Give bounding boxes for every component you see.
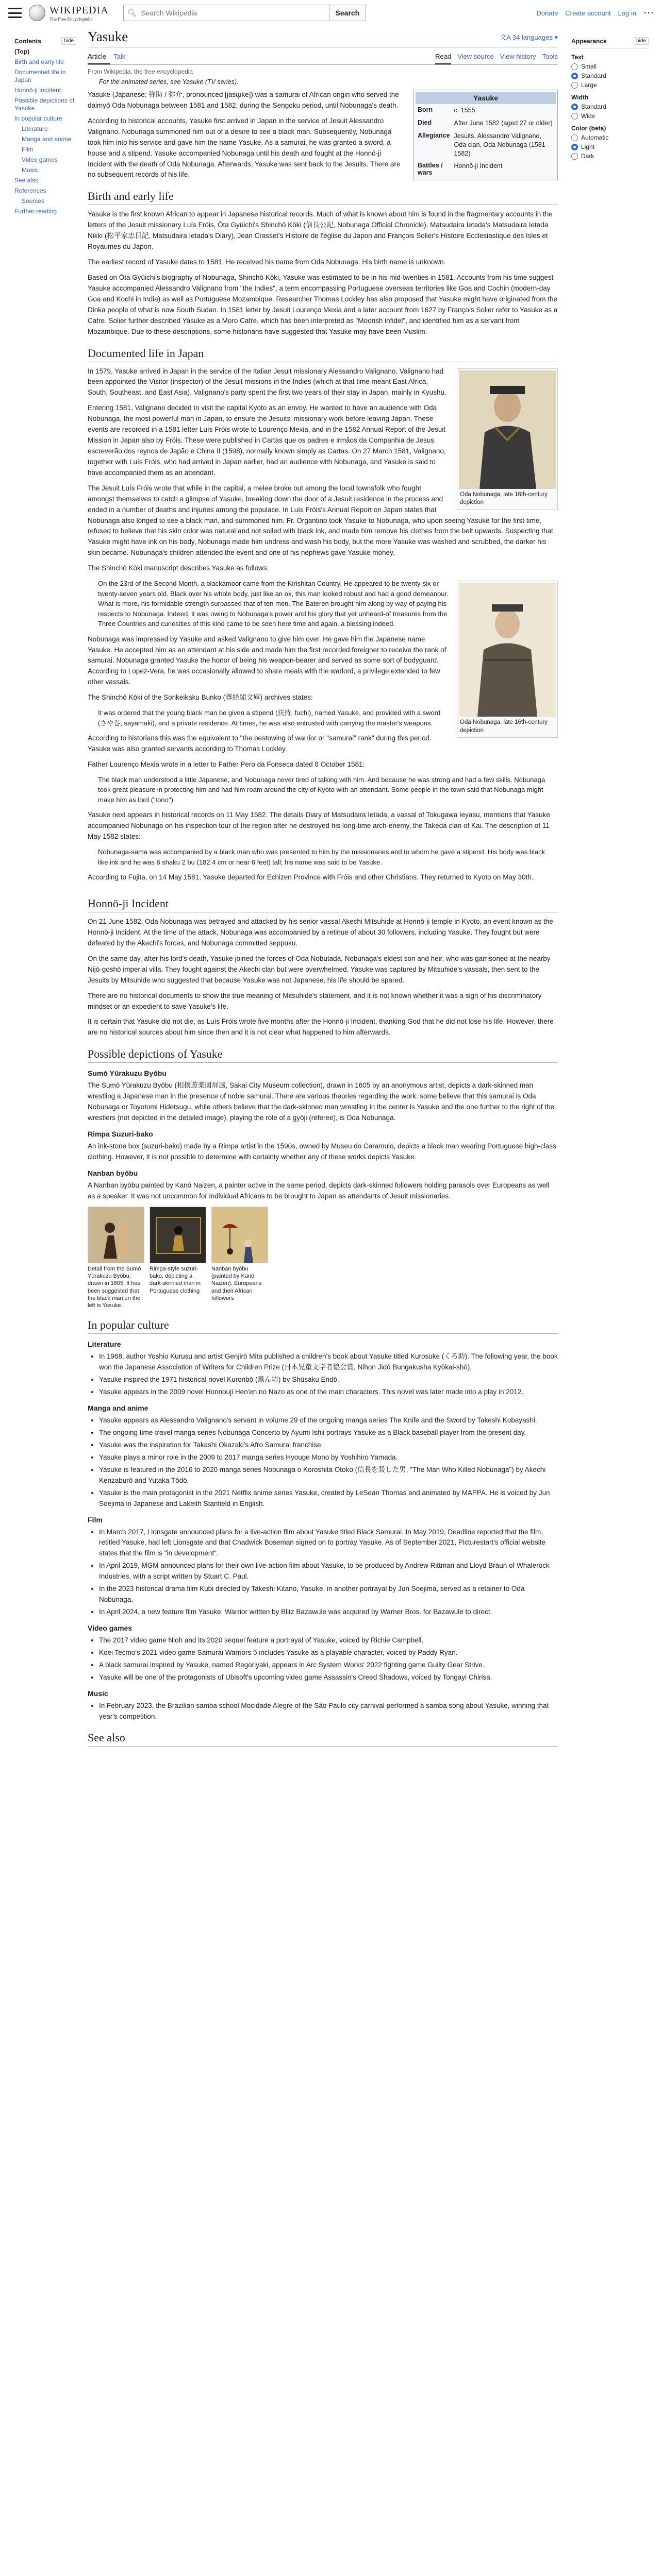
radio-icon[interactable]	[571, 73, 578, 79]
toc-item[interactable]: Honnō-ji Incident	[14, 87, 61, 94]
toc-item[interactable]: Manga and anime	[22, 135, 72, 143]
appearance-hide-button[interactable]: hide	[634, 37, 649, 45]
radio-icon[interactable]	[571, 153, 578, 160]
width-label: Width	[571, 94, 589, 101]
article-content	[88, 29, 558, 1751]
list-item: • Yasuke appears as Alessandro Valignano's servant in volume 29 of the ongoing manga series The Knife and the Sword by Takeshi Kobayashi.	[99, 1415, 558, 1426]
search-input[interactable]	[123, 5, 329, 21]
paragraph: On the same day, after his lord's death, Yasuke joined the forces of Oda Nobutada, Nobunaga's eldest son and heir, who was garrisoned at the nearby Nijō-goshō imperial villa. They fought against the Akechi clan but were overwhelmed. Yasuke was captured by Mitsuhide's vassals, then sent to the Jesuits by Mitsuhide who suggested that because Yasuke was not Japanese, his life should be spared.	[88, 954, 551, 984]
quote-mexia: The black man understood a little Japanese, and Nobunaga never tired of talking with him. And because he was strong and had a few skills, Nobunaga took great pleasure in protecting him and had him roam around the city of Kyoto with an attendant. Some people in the town said that Nobunaga might make him as lord ("tono").	[98, 775, 545, 804]
create-account-link[interactable]: Create account	[565, 9, 611, 17]
paragraph: An ink-stone box (suzuri-bako) made by a Rimpa artist in the 1590s, owned by Museu do Caramulo, depicts a black man wearing Portuguese high-class clothing. However, it is not possible to determine with certainty whether any of these works depicts Yasuke.	[88, 1142, 556, 1161]
toc-title: Contents	[14, 37, 41, 45]
infobox-label: Allegiance	[418, 131, 450, 139]
user-links	[536, 8, 654, 18]
gallery-item	[211, 1207, 268, 1310]
radio-icon[interactable]	[571, 144, 578, 150]
paragraph: A Nanban byōbu painted by Kanō Naizen, a painter active in the same period, depicts dark-skinned followers holding parasols over Europeans as well as a speaker. It was not uncommon for individual Africans to be brought to Japan as attendants of Jesuit missionaries.	[88, 1181, 550, 1200]
subheading-rimpa: Rimpa Suzuri-bako	[88, 1130, 153, 1138]
search-icon: 🔍︎	[127, 8, 137, 17]
toc-hide-button[interactable]: hide	[61, 37, 76, 45]
color-option-label: Dark	[581, 152, 594, 160]
figure-caption: Oda Nobunaga, late 16th-century depiction	[460, 491, 548, 506]
depictions-gallery	[88, 1207, 558, 1310]
toc-item[interactable]: Video games	[22, 156, 58, 163]
list-item: • In April 2019, MGM announced plans for their own live-action film about Yasuke, to be produced by Andrew Rittman and Lloyd Braun of Whalerock Industries, with a script written by Stuart C. Paul.	[99, 1561, 558, 1582]
figure-caption-2: Oda Nobunaga, late 16th-century depiction	[460, 719, 548, 734]
more-icon[interactable]: ⋯	[643, 7, 654, 19]
portrait-drawing	[459, 370, 556, 489]
infobox-value: Honnō-ji Incident	[454, 162, 503, 170]
width-option-label: Wide	[581, 112, 595, 120]
color-label: Color (beta)	[571, 125, 606, 132]
subheading-sumo: Sumō Yūrakuzu Byōbu	[88, 1069, 167, 1078]
toc-item[interactable]: Literature	[22, 125, 48, 132]
subheading-film: Film	[88, 1515, 103, 1524]
music-list	[88, 1701, 558, 1722]
search-button[interactable]: Search	[329, 5, 367, 21]
infobox-row	[416, 104, 556, 117]
infobox	[413, 90, 558, 180]
suzuri-drawing	[150, 1207, 206, 1263]
quote-ietada: Nobunaga-sama was accompanied by a black man who was presented to him by the missionaries and to whom he gave a stipend. His body was black like ink and he was 6 shaku 2 bu (182.4 cm or near 6 feet) tall; his name was said to be Yasuke.	[98, 848, 545, 866]
subheading-music: Music	[88, 1689, 108, 1698]
color-option[interactable]	[571, 143, 649, 150]
toc-item[interactable]: Sources	[22, 197, 45, 205]
radio-icon[interactable]	[571, 113, 578, 120]
toc-item[interactable]: Music	[22, 166, 38, 174]
color-option-label: Light	[581, 143, 595, 150]
gallery-caption: Rimpa-style suzuri-bako, depicting a dark-skinned man in Portuguese clothing	[150, 1265, 201, 1294]
paragraph: Yasuke is the first known African to appear in Japanese historical records. Much of what is known about him is found in the fragmentary accounts in the letters of the Jesuit missionary Luís Fróis, Ōta Gyūichi's Shinchō Kōki (信長公記, Nobunaga Official Chronicle), Matsudaira Ietada's Matsudaira Ietada Nikki (松平家忠日記, Matsudaira Ietada's Diary), Jean Crasset's Histoire de l'église du Japon and François Solier's Histoire Ecclesiastique des Isles et Royaumes du Japon.	[88, 210, 553, 251]
wikipedia-logo[interactable]	[29, 5, 109, 22]
list-item: • Yasuke plays a minor role in the 2009 to 2017 manga series Hyouge Mono by Yoshihiro Yamada.	[99, 1452, 558, 1463]
list-item: • Yasuke appears in the 2009 novel Honnouji Hen'en no Nazo as one of the main characters. This novel was later made into a play in 2012.	[99, 1387, 558, 1398]
list-item: • Koei Tecmo's 2021 video game Samurai Warriors 5 includes Yasuke as a playable character, voiced by Paddy Ryan.	[99, 1648, 558, 1658]
list-item: • In 1968, author Yoshio Kurusu and artist Genjirō Mita published a children's book about Yasuke titled Kurosuke (くろ助). The following year, the book won the Japanese Association of Writers for Children Prize (日本児童文学者協会賞, Nihon Jidō Bungakusha Kyōkai-shō).	[99, 1351, 558, 1373]
list-item: • A black samurai inspired by Yasuke, named Regoriyaki, appears in Arc System Works' 2022 fighting game Guilty Gear Strive.	[99, 1660, 558, 1671]
from-wikipedia: From Wikipedia, the free encyclopedia	[88, 68, 193, 75]
quote-sonkeikaku: It was ordered that the young black man be given a stipend (扶持, fuchi), named Yasuke, and provided with a sword (さや巻, sayamaki), and a private residence. At times, he was also entrusted with carrying the master's weapons.	[98, 709, 441, 727]
infobox-title: Yasuke	[416, 92, 556, 104]
manga-list	[88, 1415, 558, 1509]
section-heading-popular: In popular culture	[88, 1318, 558, 1334]
intro-paragraph: According to historical accounts, Yasuke first arrived in Japan in the service of Jesuit Alessandro Valignano. Nobunaga summoned him out of a desire to see a black man. Subsequently, Nobunaga took him into his service and gave him the name Yasuke. As a samurai, he was granted a sword, a house and a stipend. Yasuke accompanied Nobunaga until his death and fought at the Honnō-ji Incident with the death of Oda Nobunaga. Afterwards, Yasuke was sent back to the Jesuits. There are no subsequent records of his life.	[88, 116, 401, 179]
paragraph: Nobunaga was impressed by Yasuke and asked Valignano to give him over. He gave him the Japanese name Yasuke. He accepted him as an attendant at his side and made him the first recorded foreigner to receive the rank of samurai. Nobunaga granted Yasuke the honor of being his weapon-bearer and served as some sort of bodyguard. According to Lopez-Vera, he was occasionally allowed to share meals with the warlord, a privilege extended to few other vassals.	[88, 635, 446, 686]
list-item: • Yasuke will be one of the protagonists of Ubisoft's upcoming video game Assassin's Creed Shadows, voiced by Tongayi Chirisa.	[99, 1672, 558, 1683]
list-item: • The 2017 video game Nioh and its 2020 sequel feature a portrayal of Yasuke, voiced by Richie Campbell.	[99, 1635, 558, 1646]
list-item: • In the 2023 historical drama film Kubi directed by Takeshi Kitano, Yasuke, in another portrayal by Jun Soejima, served as a retainer to Oda Nobunaga.	[99, 1584, 558, 1605]
main-menu-icon[interactable]	[8, 8, 22, 18]
nobunaga-portrait-image[interactable]	[459, 370, 556, 489]
paragraph: Based on Ōta Gyūichi's biography of Nobunaga, Shinchō Kōki, Yasuke was estimated to be in his mid-twenties in 1581. Accounts from his time suggest Yasuke accompanied Alessandro Valignano from "the Indies", a term encompassing Portuguese overseas territories like Goa and Cochin (modern-day Goa and Kochi in India) as well as Portuguese Mozambique. Researcher Thomas Lockley has also proposed that Yasuke might have originated from the Dinka people of what is now South Sudan. In 1581 letter by Jesuit Lourenço Mexia and a later account from 1627 by François Solier refer to Yasuke as a Cafre. Solier further described Yasuke as a Moro Cafre, which has been interpreted as "Moorish infidel", and identified him as a servant from Mozambique. Due to these descriptions, some historians have suggested that Yasuke may have been Muslim.	[88, 273, 558, 335]
film-list	[88, 1527, 558, 1618]
search-placeholder: Search Wikipedia	[141, 9, 197, 17]
infobox-row	[416, 160, 556, 178]
intro-paragraph: Yasuke (Japanese: 弥助 / 弥介, pronounced [jasɯ̥ke]) was a samurai of African origin who served the daimyō Oda Nobunaga between 1581 and 1582, during the Sengoku period, until Nobunaga's death.	[88, 91, 399, 109]
text-size-option[interactable]	[571, 72, 649, 79]
infobox-label: Died	[418, 118, 432, 126]
toc-item[interactable]: In popular culture	[14, 115, 62, 122]
sumo-byobu-image[interactable]	[88, 1207, 144, 1263]
tab-read[interactable]: Read	[435, 49, 451, 64]
infobox-row	[416, 117, 556, 130]
text-size-option-label: Standard	[581, 72, 606, 79]
paragraph: Entering 1581, Valignano decided to visit the capital Kyoto as an envoy. He wanted to have an audience with Oda Nobunaga, the most powerful man in Japan, to ensure the Jesuits' missionary work before leaving Japan. These events are recorded in a 1581 letter Luís Fróis wrote to Lourenço Mexia, and in the 1582 Annual Report of the Jesuit Mission in Japan also by Fróis. These were published in Cartas que os padres e irmãos da Companhia de Jesus escreverão dos reynos de Japão e China II (1598), normally known simply as Cartas. On 27 March 1581, Valignano, together with Luís Fróis, who had arrived in Japan earlier, had an audience with Nobunaga, and Yasuke is said to have accompanied them as an attendant.	[88, 404, 446, 477]
tab-talk[interactable]: Talk	[113, 53, 126, 60]
section-heading-honnoji: Honnō-ji Incident	[88, 897, 558, 912]
language-selector[interactable]: 文A 34 languages ▾	[500, 33, 558, 41]
nobunaga-portrait-image-2[interactable]	[459, 583, 556, 717]
toc-item[interactable]: Further reading	[14, 208, 57, 215]
paragraph: In 1579, Yasuke arrived in Japan in the service of the Italian Jesuit missionary Alessandro Valignano. Valignano had been appointed the Visitor (inspector) of the Jesuit missions in the Indies (which at that time meant East Africa, South, Southeast, and East Asia). Valignano's party spent the first two years of their stay in Japan, mainly in Kyushu.	[88, 367, 446, 397]
site-header	[0, 0, 662, 26]
list-item: • The ongoing time-travel manga series Nobunaga Concerto by Ayumi Ishii portrays Yasuke as a Black baseball player from the present day.	[99, 1428, 558, 1438]
appearance-panel	[571, 37, 649, 162]
paragraph: According to historians this was the equivalent to "the bestowing of warrior or "samurai" rank" during this period. Yasuke was also granted servants according to Thomas Lockley.	[88, 734, 432, 753]
section-heading-depictions: Possible depictions of Yasuke	[88, 1047, 558, 1063]
text-size-option-label: Small	[581, 63, 597, 70]
paragraph: On 21 June 1582, Oda Nobunaga was betrayed and attacked by his senior vassal Akechi Mitsuhide at Honnō-ji temple in Kyoto, an event known as the Honnō-ji Incident. At the time of the attack, Nobunaga was accompanied by a retinue of about 30 followers, including Yasuke. They fought but were defeated by the Akechi's forces, and Nobunaga committed seppuku.	[88, 918, 553, 947]
color-option-label: Automatic	[581, 134, 609, 141]
login-link[interactable]: Log in	[618, 9, 636, 17]
sumo-drawing	[88, 1207, 144, 1263]
gallery-caption: Detail from the Sumō Yūrakuzu Byōbu, drawn in 1605. It has been suggested that the black man on the left is Yasuke.	[88, 1265, 141, 1309]
radio-icon[interactable]	[571, 134, 578, 141]
gallery-caption: Nanban byōbu (painted by Kanō Naizen). Europeans and their African followers	[211, 1265, 262, 1301]
color-option[interactable]	[571, 134, 649, 141]
toc-item[interactable]: Possible depictions of Yasuke	[14, 97, 75, 112]
paragraph: The Shinchō Kōki of the Sonkeikaku Bunko (尊経閣文庫) archives states:	[88, 693, 313, 702]
list-item: • Yasuke is featured in the 2016 to 2020 manga series Nobunaga o Koroshita Otoko (信長を殺した男, "The Man Who Killed Nobunaga") by Akechi Kenzaburō and Yutaka Tōdō.	[99, 1465, 558, 1486]
infobox-value: After June 1582 (aged 27 or older)	[454, 119, 553, 127]
radio-icon[interactable]	[571, 104, 578, 110]
donate-link[interactable]: Donate	[536, 9, 558, 17]
tab-tools[interactable]: Tools	[542, 53, 558, 60]
paragraph: Yasuke next appears in historical records on 11 May 1582. The details Diary of Matsudaira Ietada, a vassal of Tokugawa Ieyasu, mentions that Yasuke accompanied Nobunaga on his inspection tour of the region after he destroyed his long-time arch-enemy, the Takeda clan of Kai. The description of 11 May 1582 states:	[88, 811, 550, 841]
list-item: • Yasuke was the inspiration for Takashi Okazaki's Afro Samurai franchise.	[99, 1440, 558, 1451]
toc-item[interactable]: Birth and early life	[14, 58, 64, 65]
tab-view-history[interactable]: View history	[500, 53, 536, 60]
subheading-literature: Literature	[88, 1340, 121, 1349]
gallery-item	[150, 1207, 206, 1310]
paragraph: Father Lourenço Mexia wrote in a letter to Father Pero da Fonseca dated 8 October 1581:	[88, 760, 365, 768]
paragraph: The earliest record of Yasuke dates to 1581. He received his name from Oda Nobunaga. His birth name is unknown.	[88, 258, 446, 266]
subheading-manga: Manga and anime	[88, 1404, 148, 1413]
hatnote: For the animated series, see Yasuke (TV series).	[99, 78, 239, 86]
gallery-item	[88, 1207, 144, 1310]
table-of-contents	[14, 37, 76, 218]
section-heading-see-also: See also	[88, 1731, 558, 1747]
globe-icon	[29, 5, 45, 21]
width-option[interactable]	[571, 103, 649, 110]
tab-article[interactable]: Article	[88, 49, 110, 64]
toc-item[interactable]: See also	[14, 177, 39, 184]
tab-view-source[interactable]: View source	[457, 53, 494, 60]
color-option[interactable]	[571, 152, 649, 160]
width-option-label: Standard	[581, 103, 606, 110]
suzuri-bako-image[interactable]	[150, 1207, 206, 1263]
paragraph: The Jesuit Luís Fróis wrote that while in the capital, a melee broke out among the local townsfolk who fought amongst themselves to catch a glimpse of Yasuke, breaking down the door of a Jesuit residence in the process and ended in a number of deaths and injuries among the populace. In Luís Fróis's Annual Report on Japan states that Nobunaga also longed to see a black man, and summoned him. Fr. Organtino took Yasuke to Nobunaga, who upon seeing Yasuke for the first time, refused to believe that his skin color was natural and not soiled with black ink, and made him remove his clothes from the belt upwards. Suspecting that Yasuke might have ink on his body, Nobunaga made him undress and wash his body, but the more Yasuke was washed and scrubbed, the darker his skin became. Nobunaga's children attended the event and one of his nephews gave Yasuke money.	[88, 484, 553, 557]
radio-icon[interactable]	[571, 63, 578, 70]
language-count: 34 languages	[512, 33, 553, 41]
section-heading-birth: Birth and early life	[88, 190, 558, 205]
infobox-value: Jesuits, Alessandro Valignano, Oda clan, Oda Nobunaga (1581–1582)	[454, 132, 549, 157]
paragraph: It is certain that Yasuke did not die, as Luís Fróis wrote five months after the Honnō-ji Incident, thanking God that he did not lose his life. However, there are no historical sources about him since then and it is not clear what happened to him afterwards.	[88, 1018, 554, 1037]
tagline: The Free Encyclopedia	[49, 16, 93, 22]
toc-item[interactable]: Film	[22, 146, 34, 153]
text-size-option-label: Large	[581, 81, 597, 89]
nanban-drawing	[212, 1207, 268, 1263]
subheading-nanban: Nanban byōbu	[88, 1168, 138, 1177]
page-title-bar	[88, 29, 558, 47]
paragraph: The Sumō Yūrakuzu Byōbu (相撲遊楽図屏風, Sakai City Museum collection), drawn in 1605 by an anonymous artist, depicts a dark-skinned man wrestling a Japanese man in the presence of noble samurai. There are various theories regarding the work: some believe that this samurai is Oda Nobunaga or Toyotomi Hidetsugu, while others believe that the dark-skinned man wrestling in the center is Yasuke and the one further to the right of the wrestlers (not depicted in the detailed image), playing the role of a gyōji (referee), is Oda Nobunaga.	[88, 1081, 555, 1122]
page-tabs	[88, 49, 558, 65]
page-title: Yasuke	[88, 29, 128, 44]
nanban-byobu-image[interactable]	[211, 1207, 268, 1263]
infobox-label: Battles / wars	[418, 162, 443, 177]
infobox-row	[416, 130, 556, 160]
text-size-option[interactable]	[571, 81, 649, 89]
portrait-drawing-2	[459, 583, 556, 717]
toc-item[interactable]: (Top)	[14, 48, 30, 55]
text-size-label: Text	[571, 54, 584, 61]
toc-item[interactable]: Documented life in Japan	[14, 69, 66, 83]
paragraph: There are no historical documents to show the true meaning of Mitsuhide's statement, and it is not known whether it was a sign of his discriminatory mindset or an expedient to save Yasuke's life.	[88, 991, 542, 1010]
width-option[interactable]	[571, 112, 649, 120]
wordmark: WIKIPEDIA	[49, 4, 109, 16]
quote-shincho-koki: On the 23rd of the Second Month, a blackamoor came from the Kirishitan Country. He appeared to be twenty-six or twenty-seven years old. Black over his whole body, just like an ox, this man looked robust and had a good demeanour. What is more, his formidable strength surpassed that of ten men. The Bateren brought him along by way of paying his respects to Nobunaga. Indeed, it was owing to Nobunaga's power and his glory that yet unheard-of treasures from the Three Countries and curiosities of this kind came to be seen here time and again, a blessing indeed.	[98, 580, 449, 628]
list-item: • Yasuke inspired the 1971 historical novel Kuronbō (黒ん坊) by Shūsaku Endō.	[99, 1375, 558, 1385]
nobunaga-portrait-figure	[457, 368, 558, 510]
infobox-value: c. 1555	[454, 107, 475, 114]
nobunaga-portrait-figure-2	[457, 581, 558, 738]
paragraph: The Shinchō Kōki manuscript describes Yasuke as follows:	[88, 564, 269, 572]
paragraph: According to Fujita, on 14 May 1581, Yasuke departed for Echizen Province with Fróis and other Christians. They returned to Kyoto on May 30th.	[88, 873, 534, 882]
list-item: • In March 2017, Lionsgate announced plans for a live-action film about Yasuke titled Black Samurai. In May 2019, Deadline reported that the film, retitled Yasuke, had left Lionsgate and that Chadwick Boseman signed on to portray Yasuke. As of September 2021, Picturestart's official website states that the film is "in development".	[99, 1527, 558, 1560]
appearance-title: Appearance	[571, 37, 607, 45]
literature-list	[88, 1351, 558, 1398]
infobox-label: Born	[418, 106, 433, 113]
list-item: • In February 2023, the Brazilian samba school Mocidade Alegre of the São Paulo city carnival performed a samba song about Yasuke, winning that year's competition.	[99, 1701, 558, 1722]
radio-icon[interactable]	[571, 82, 578, 89]
text-size-option[interactable]	[571, 63, 649, 70]
list-item: • In April 2024, a new feature film Yasuke: Warrior written by Blitz Bazawule was acquired by Warner Bros. for Bazawule to direct.	[99, 1607, 558, 1618]
list-item: • Yasuke is the main protagonist in the 2021 Netflix anime series Yasuke, created by LeSean Thomas and animated by MAPPA. He is voiced by Jun Soejima in Japanese and Lakeith Stanfield in English.	[99, 1488, 558, 1510]
toc-item[interactable]: References	[14, 187, 46, 194]
games-list	[88, 1635, 558, 1683]
subheading-games: Video games	[88, 1623, 133, 1632]
section-heading-documented: Documented life in Japan	[88, 347, 558, 362]
